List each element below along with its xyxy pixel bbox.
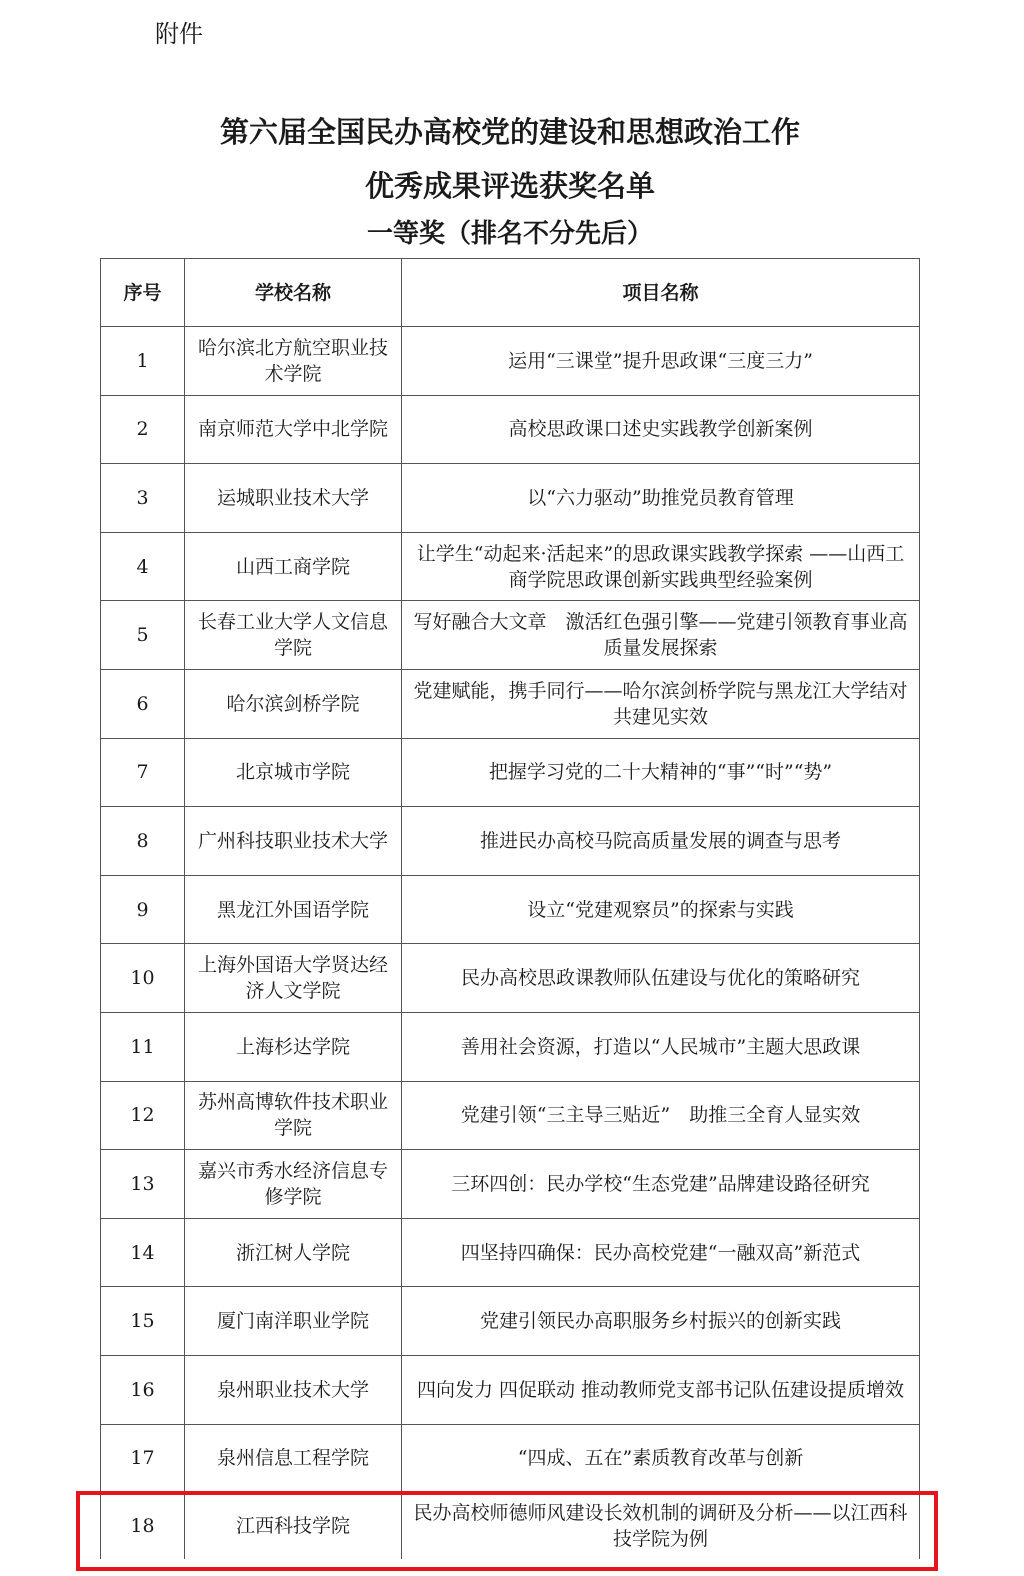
project-name: 四坚持四确保：民办高校党建“一融双高”新范式	[402, 1218, 920, 1287]
school-name: 苏州高博软件技术职业学院	[185, 1081, 402, 1150]
row-number: 4	[101, 532, 185, 601]
school-name: 浙江树人学院	[185, 1218, 402, 1287]
table-row	[101, 944, 920, 1013]
document-title-line2: 优秀成果评选获奖名单	[364, 169, 655, 203]
project-name: 民办高校师德师风建设长效机制的调研及分析——以江西科技学院为例	[402, 1493, 920, 1560]
table-row	[101, 1355, 920, 1424]
table-header-row	[101, 259, 920, 327]
table-row	[101, 1081, 920, 1150]
school-name: 嘉兴市秀水经济信息专修学院	[185, 1150, 402, 1219]
award-level-subtitle: 一等奖（排名不分先后）	[366, 219, 653, 249]
row-number: 11	[101, 1012, 185, 1081]
document-title: 第六届全国民办高校党的建设和思想政治工作	[219, 115, 800, 149]
project-name: 善用社会资源，打造以“人民城市”主题大思政课	[402, 1012, 920, 1081]
project-name: 把握学习党的二十大精神的“事”“时”“势”	[402, 738, 920, 807]
row-number: 13	[101, 1150, 185, 1219]
school-name: 厦门南洋职业学院	[185, 1287, 402, 1356]
table-row	[101, 601, 920, 670]
project-name: 四向发力 四促联动 推动教师党支部书记队伍建设提质增效	[402, 1355, 920, 1424]
table-row	[101, 1287, 920, 1356]
project-name: “四成、五在”素质教育改革与创新	[402, 1424, 920, 1493]
table-row	[101, 807, 920, 876]
school-name: 长春工业大学人文信息学院	[185, 601, 402, 670]
row-number: 12	[101, 1081, 185, 1150]
project-name: 党建引领“三主导三贴近” 助推三全育人显实效	[402, 1081, 920, 1150]
table-row	[101, 1218, 920, 1287]
project-name: 写好融合大文章 激活红色强引擎——党建引领教育事业高质量发展探索	[402, 601, 920, 670]
table-row	[101, 1424, 920, 1493]
table-row	[101, 464, 920, 533]
row-number: 16	[101, 1355, 185, 1424]
row-number: 6	[101, 669, 185, 738]
row-number: 1	[101, 327, 185, 396]
project-name: 党建赋能，携手同行——哈尔滨剑桥学院与黑龙江大学结对共建见实效	[402, 669, 920, 738]
header-number: 序号	[101, 259, 185, 327]
awards-table	[100, 258, 920, 1559]
highlight-box	[76, 1491, 938, 1571]
table-row	[101, 669, 920, 738]
table-row	[101, 738, 920, 807]
table-row	[101, 395, 920, 464]
table-row	[101, 1012, 920, 1081]
row-number: 2	[101, 395, 185, 464]
header-school: 学校名称	[185, 259, 402, 327]
row-number: 18	[101, 1493, 185, 1560]
project-name: 党建引领民办高职服务乡村振兴的创新实践	[402, 1287, 920, 1356]
school-name: 上海外国语大学贤达经济人文学院	[185, 944, 402, 1013]
project-name: 以“六力驱动”助推党员教育管理	[402, 464, 920, 533]
school-name: 上海杉达学院	[185, 1012, 402, 1081]
school-name: 南京师范大学中北学院	[185, 395, 402, 464]
project-name: 推进民办高校马院高质量发展的调查与思考	[402, 807, 920, 876]
school-name: 泉州职业技术大学	[185, 1355, 402, 1424]
table-row	[101, 875, 920, 944]
table-row	[101, 1150, 920, 1219]
project-name: 让学生“动起来·活起来”的思政课实践教学探索 ——山西工商学院思政课创新实践典型经验案例	[402, 532, 920, 601]
school-name: 山西工商学院	[185, 532, 402, 601]
row-number: 5	[101, 601, 185, 670]
project-name: 运用“三课堂”提升思政课“三度三力”	[402, 327, 920, 396]
table-row	[101, 327, 920, 396]
row-number: 7	[101, 738, 185, 807]
row-number: 10	[101, 944, 185, 1013]
attachment-label: 附件	[155, 20, 203, 48]
school-name: 广州科技职业技术大学	[185, 807, 402, 876]
school-name: 黑龙江外国语学院	[185, 875, 402, 944]
project-name: 高校思政课口述史实践教学创新案例	[402, 395, 920, 464]
row-number: 9	[101, 875, 185, 944]
project-name: 民办高校思政课教师队伍建设与优化的策略研究	[402, 944, 920, 1013]
project-name: 三环四创：民办学校“生态党建”品牌建设路径研究	[402, 1150, 920, 1219]
school-name: 泉州信息工程学院	[185, 1424, 402, 1493]
school-name: 运城职业技术大学	[185, 464, 402, 533]
row-number: 3	[101, 464, 185, 533]
row-number: 17	[101, 1424, 185, 1493]
school-name: 北京城市学院	[185, 738, 402, 807]
school-name: 哈尔滨剑桥学院	[185, 669, 402, 738]
school-name: 哈尔滨北方航空职业技术学院	[185, 327, 402, 396]
row-number: 15	[101, 1287, 185, 1356]
project-name: 设立“党建观察员”的探索与实践	[402, 875, 920, 944]
row-number: 8	[101, 807, 185, 876]
row-number: 14	[101, 1218, 185, 1287]
school-name: 江西科技学院	[185, 1493, 402, 1560]
header-project: 项目名称	[402, 259, 920, 327]
table-row	[101, 532, 920, 601]
